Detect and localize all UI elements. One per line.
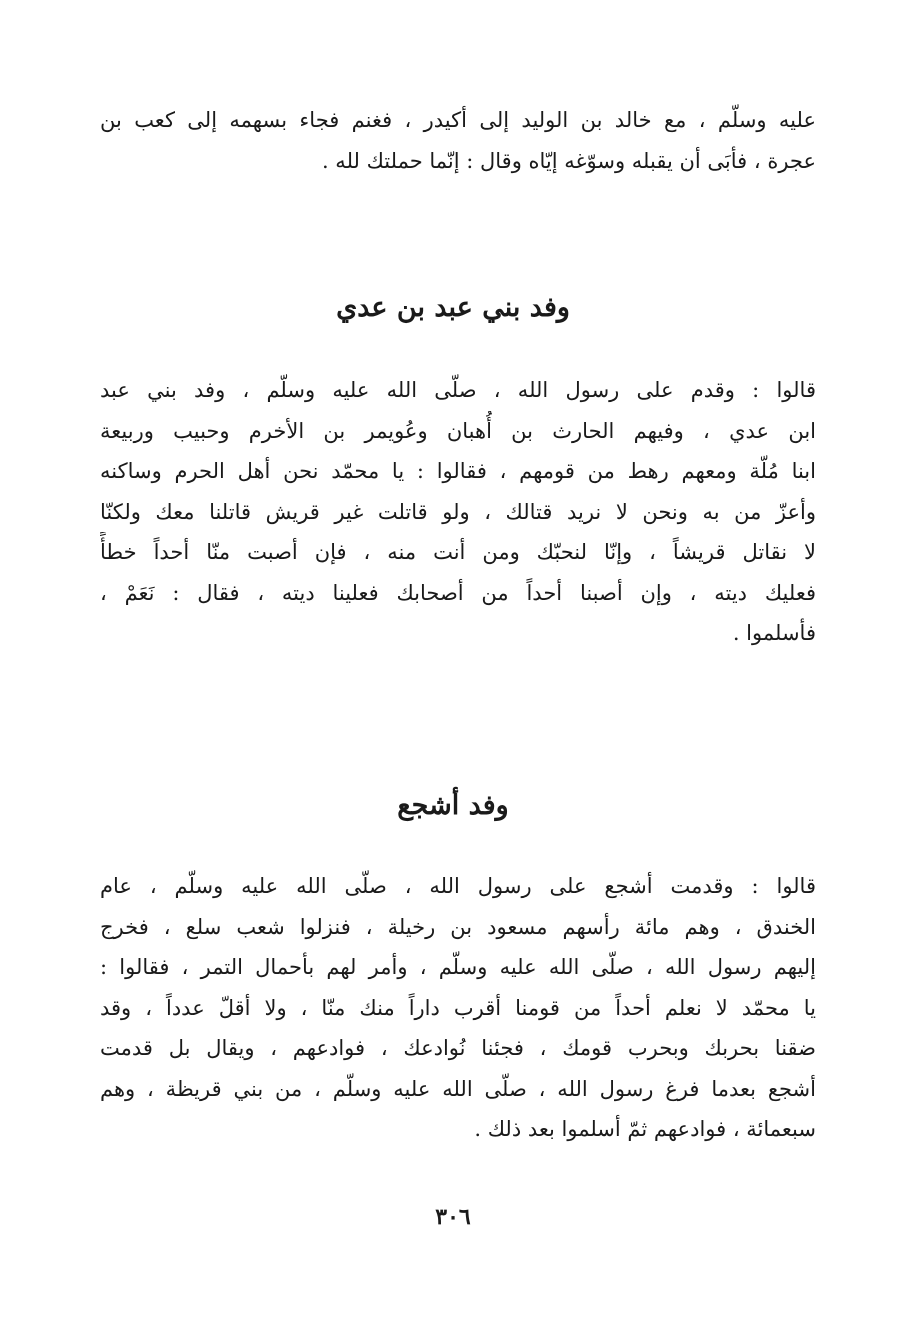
text-line: أشجع بعدما فرغ رسول الله ، صلّى الله عليه وسلّم ، من بني قريظة ، وهم <box>100 1076 816 1101</box>
text-line: يا محمّد لا نعلم أحداً من قومنا أقرب داراً منك منّا ، ولا أقلّ عدداً ، وقد <box>100 995 816 1020</box>
text-line: لا نقاتل قريشاً ، وإنّا لنحبّك ومن أنت منه ، فإن أصبت منّا أحداً خطأً <box>100 540 816 564</box>
text-line: إليهم رسول الله ، صلّى الله عليه وسلّم ، وأمر لهم بأحمال التمر ، فقالوا : <box>100 955 816 979</box>
text-line: فأسلموا . <box>732 621 816 645</box>
page-number: ٣٠٦ <box>435 1204 471 1230</box>
text-line: قالوا : وقدم على رسول الله ، صلّى الله عليه وسلّم ، وفد بني عبد <box>100 378 816 402</box>
text-line: فعليك ديته ، وإن أصبنا أحداً من أصحابك فعلينا ديته ، فقال : نَعَمْ ، <box>100 580 816 605</box>
text-line: سبعمائة ، فوادعهم ثمّ أسلموا بعد ذلك . <box>474 1117 816 1141</box>
text-line: وأعزّ من به ونحن لا نريد قتالك ، ولو قاتلت غير قريش قاتلنا معك ولكنّا <box>100 499 816 524</box>
text-line: عليه وسلّم ، مع خالد بن الوليد إلى أكيدر ، فغنم فجاء بسهمه إلى كعب بن <box>100 108 816 132</box>
text-line: ابنا مُلّة ومعهم رهط من قومهم ، فقالوا : يا محمّد نحن أهل الحرم وساكنه <box>100 459 816 483</box>
section-heading-ashja: وفد أشجع <box>397 790 509 821</box>
intro-paragraph <box>100 100 816 181</box>
section-paragraph-ashja <box>100 866 816 1150</box>
section-paragraph-bani-abd-bin-adi <box>100 370 816 654</box>
text-line: عجرة ، فأبَى أن يقبله وسوّغه إيّاه وقال : إنّما حملتك لله . <box>321 148 816 173</box>
text-line: قالوا : وقدمت أشجع على رسول الله ، صلّى الله عليه وسلّم ، عام <box>100 874 816 898</box>
section-heading-bani-abd-bin-adi: وفد بني عبد بن عدي <box>336 292 570 323</box>
text-line: ابن عدي ، وفيهم الحارث بن أُهبان وعُويمر بن الأخرم وحبيب وربيعة <box>100 418 816 443</box>
text-line: الخندق ، وهم مائة رأسهم مسعود بن رخيلة ، فنزلوا شعب سلع ، فخرج <box>100 914 816 939</box>
text-line: ضقنا بحربك وبحرب قومك ، فجئنا نُوادعك ، فوادعهم ، ويقال بل قدمت <box>100 1036 816 1060</box>
